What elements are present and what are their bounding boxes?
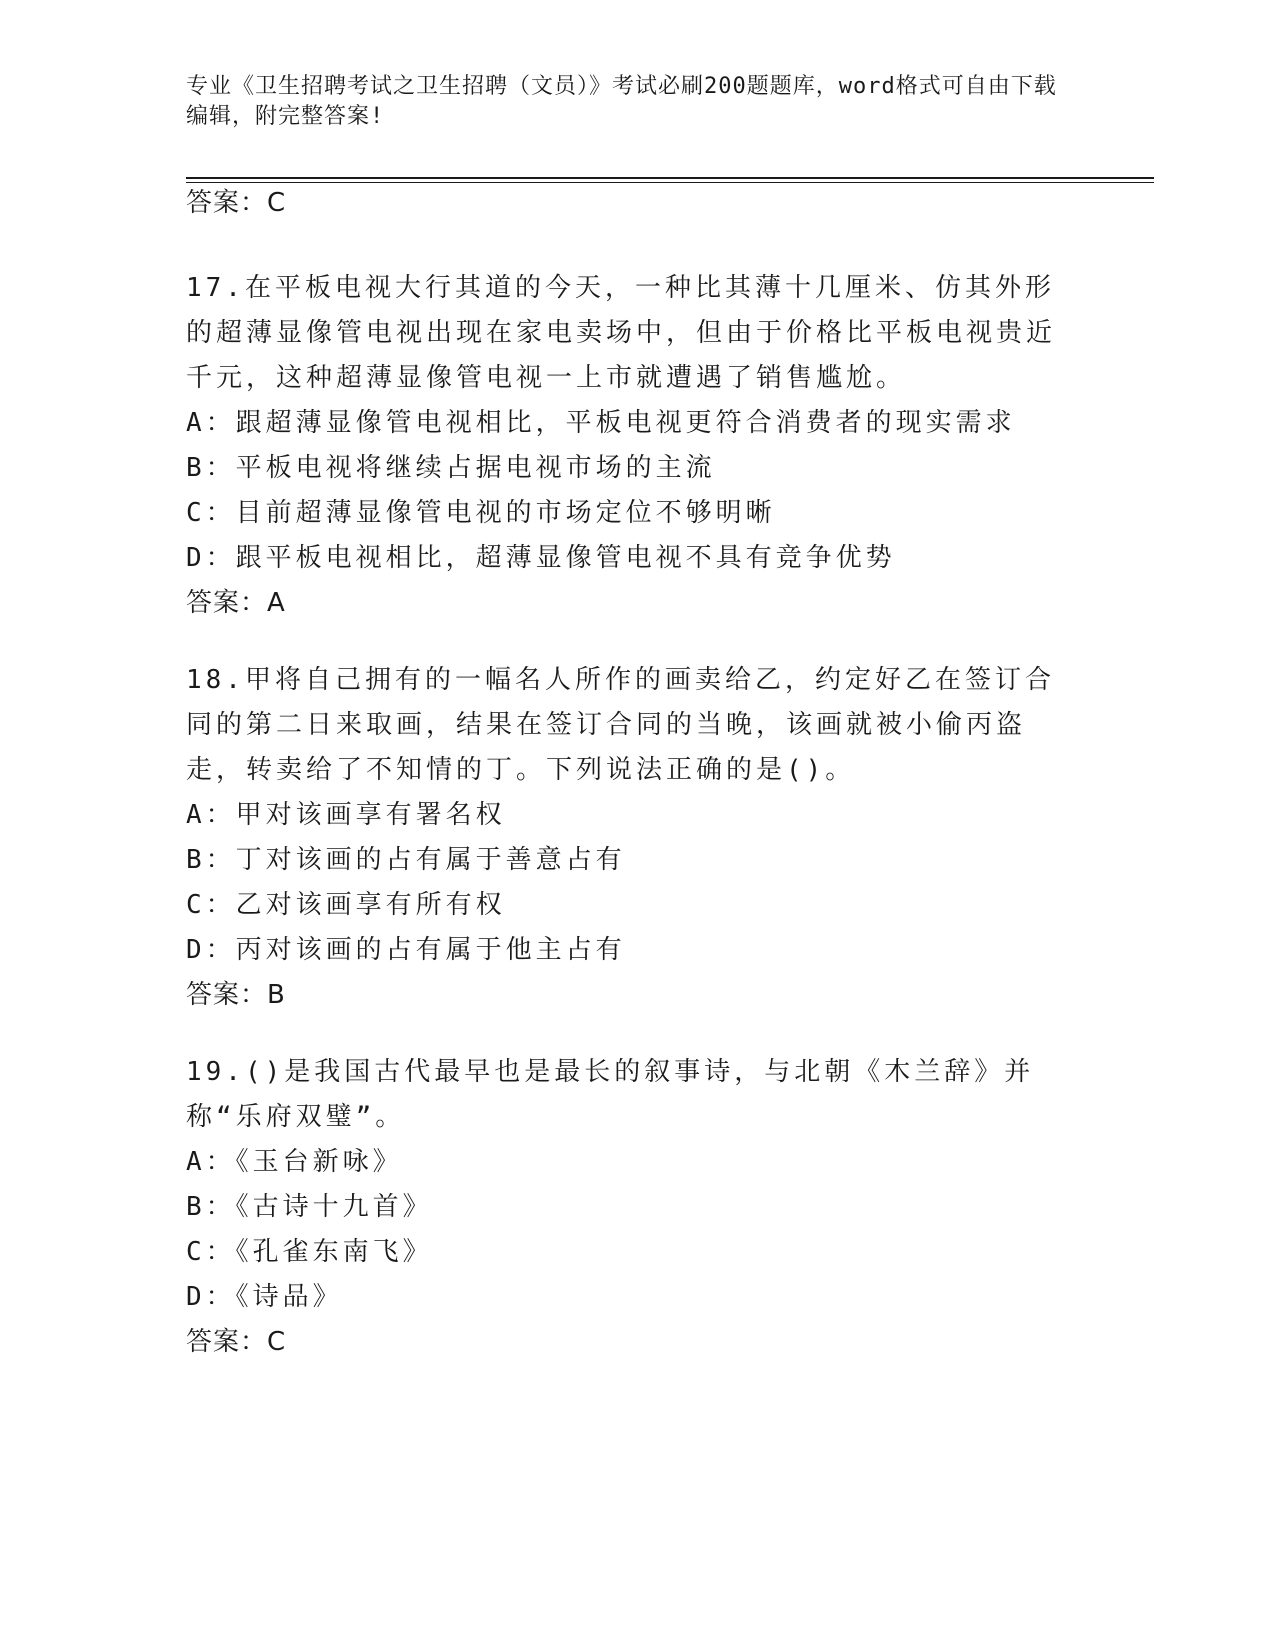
question-17 <box>186 266 1076 626</box>
option-d: D：丙对该画的占有属于他主占有 <box>186 935 626 965</box>
question-stem: 18.甲将自己拥有的一幅名人所作的画卖给乙，约定好乙在签订合同的第二日来取画，结果在签订合同的当晚，该画就被小偷丙盗走，转卖给了不知情的丁。下列说法正确的是()。 <box>186 665 1055 785</box>
question-18 <box>186 658 1076 1018</box>
option-b: B：丁对该画的占有属于善意占有 <box>186 845 626 875</box>
option-d: D：《诗品》 <box>186 1282 343 1312</box>
option-a: A：跟超薄显像管电视相比，平板电视更符合消费者的现实需求 <box>186 408 1016 438</box>
option-b: B：《古诗十九首》 <box>186 1192 433 1222</box>
header-divider-thin <box>186 182 1154 183</box>
question-19 <box>186 1050 1076 1365</box>
question-answer: 答案：B <box>186 980 286 1010</box>
option-a: A：甲对该画享有署名权 <box>186 800 506 830</box>
question-stem: 19.()是我国古代最早也是最长的叙事诗，与北朝《木兰辞》并称“乐府双璧”。 <box>186 1057 1035 1132</box>
question-answer: 答案：A <box>186 588 286 618</box>
option-b: B：平板电视将继续占据电视市场的主流 <box>186 453 716 483</box>
question-stem: 17.在平板电视大行其道的今天，一种比其薄十几厘米、仿其外形的超薄显像管电视出现在家电卖场中，但由于价格比平板电视贵近千元，这种超薄显像管电视一上市就遭遇了销售尴尬。 <box>186 273 1057 393</box>
option-c: C：《孔雀东南飞》 <box>186 1237 433 1267</box>
previous-answer: 答案：C <box>186 188 287 218</box>
option-d: D：跟平板电视相比，超薄显像管电视不具有竞争优势 <box>186 543 896 573</box>
option-c: C：乙对该画享有所有权 <box>186 890 506 920</box>
option-a: A：《玉台新咏》 <box>186 1147 403 1177</box>
option-c: C：目前超薄显像管电视的市场定位不够明晰 <box>186 498 776 528</box>
header-divider-thick <box>186 177 1154 179</box>
question-answer: 答案：C <box>186 1327 287 1357</box>
document-header: 专业《卫生招聘考试之卫生招聘（文员）》考试必刷200题题库，word格式可自由下载编辑，附完整答案! <box>186 74 1057 129</box>
